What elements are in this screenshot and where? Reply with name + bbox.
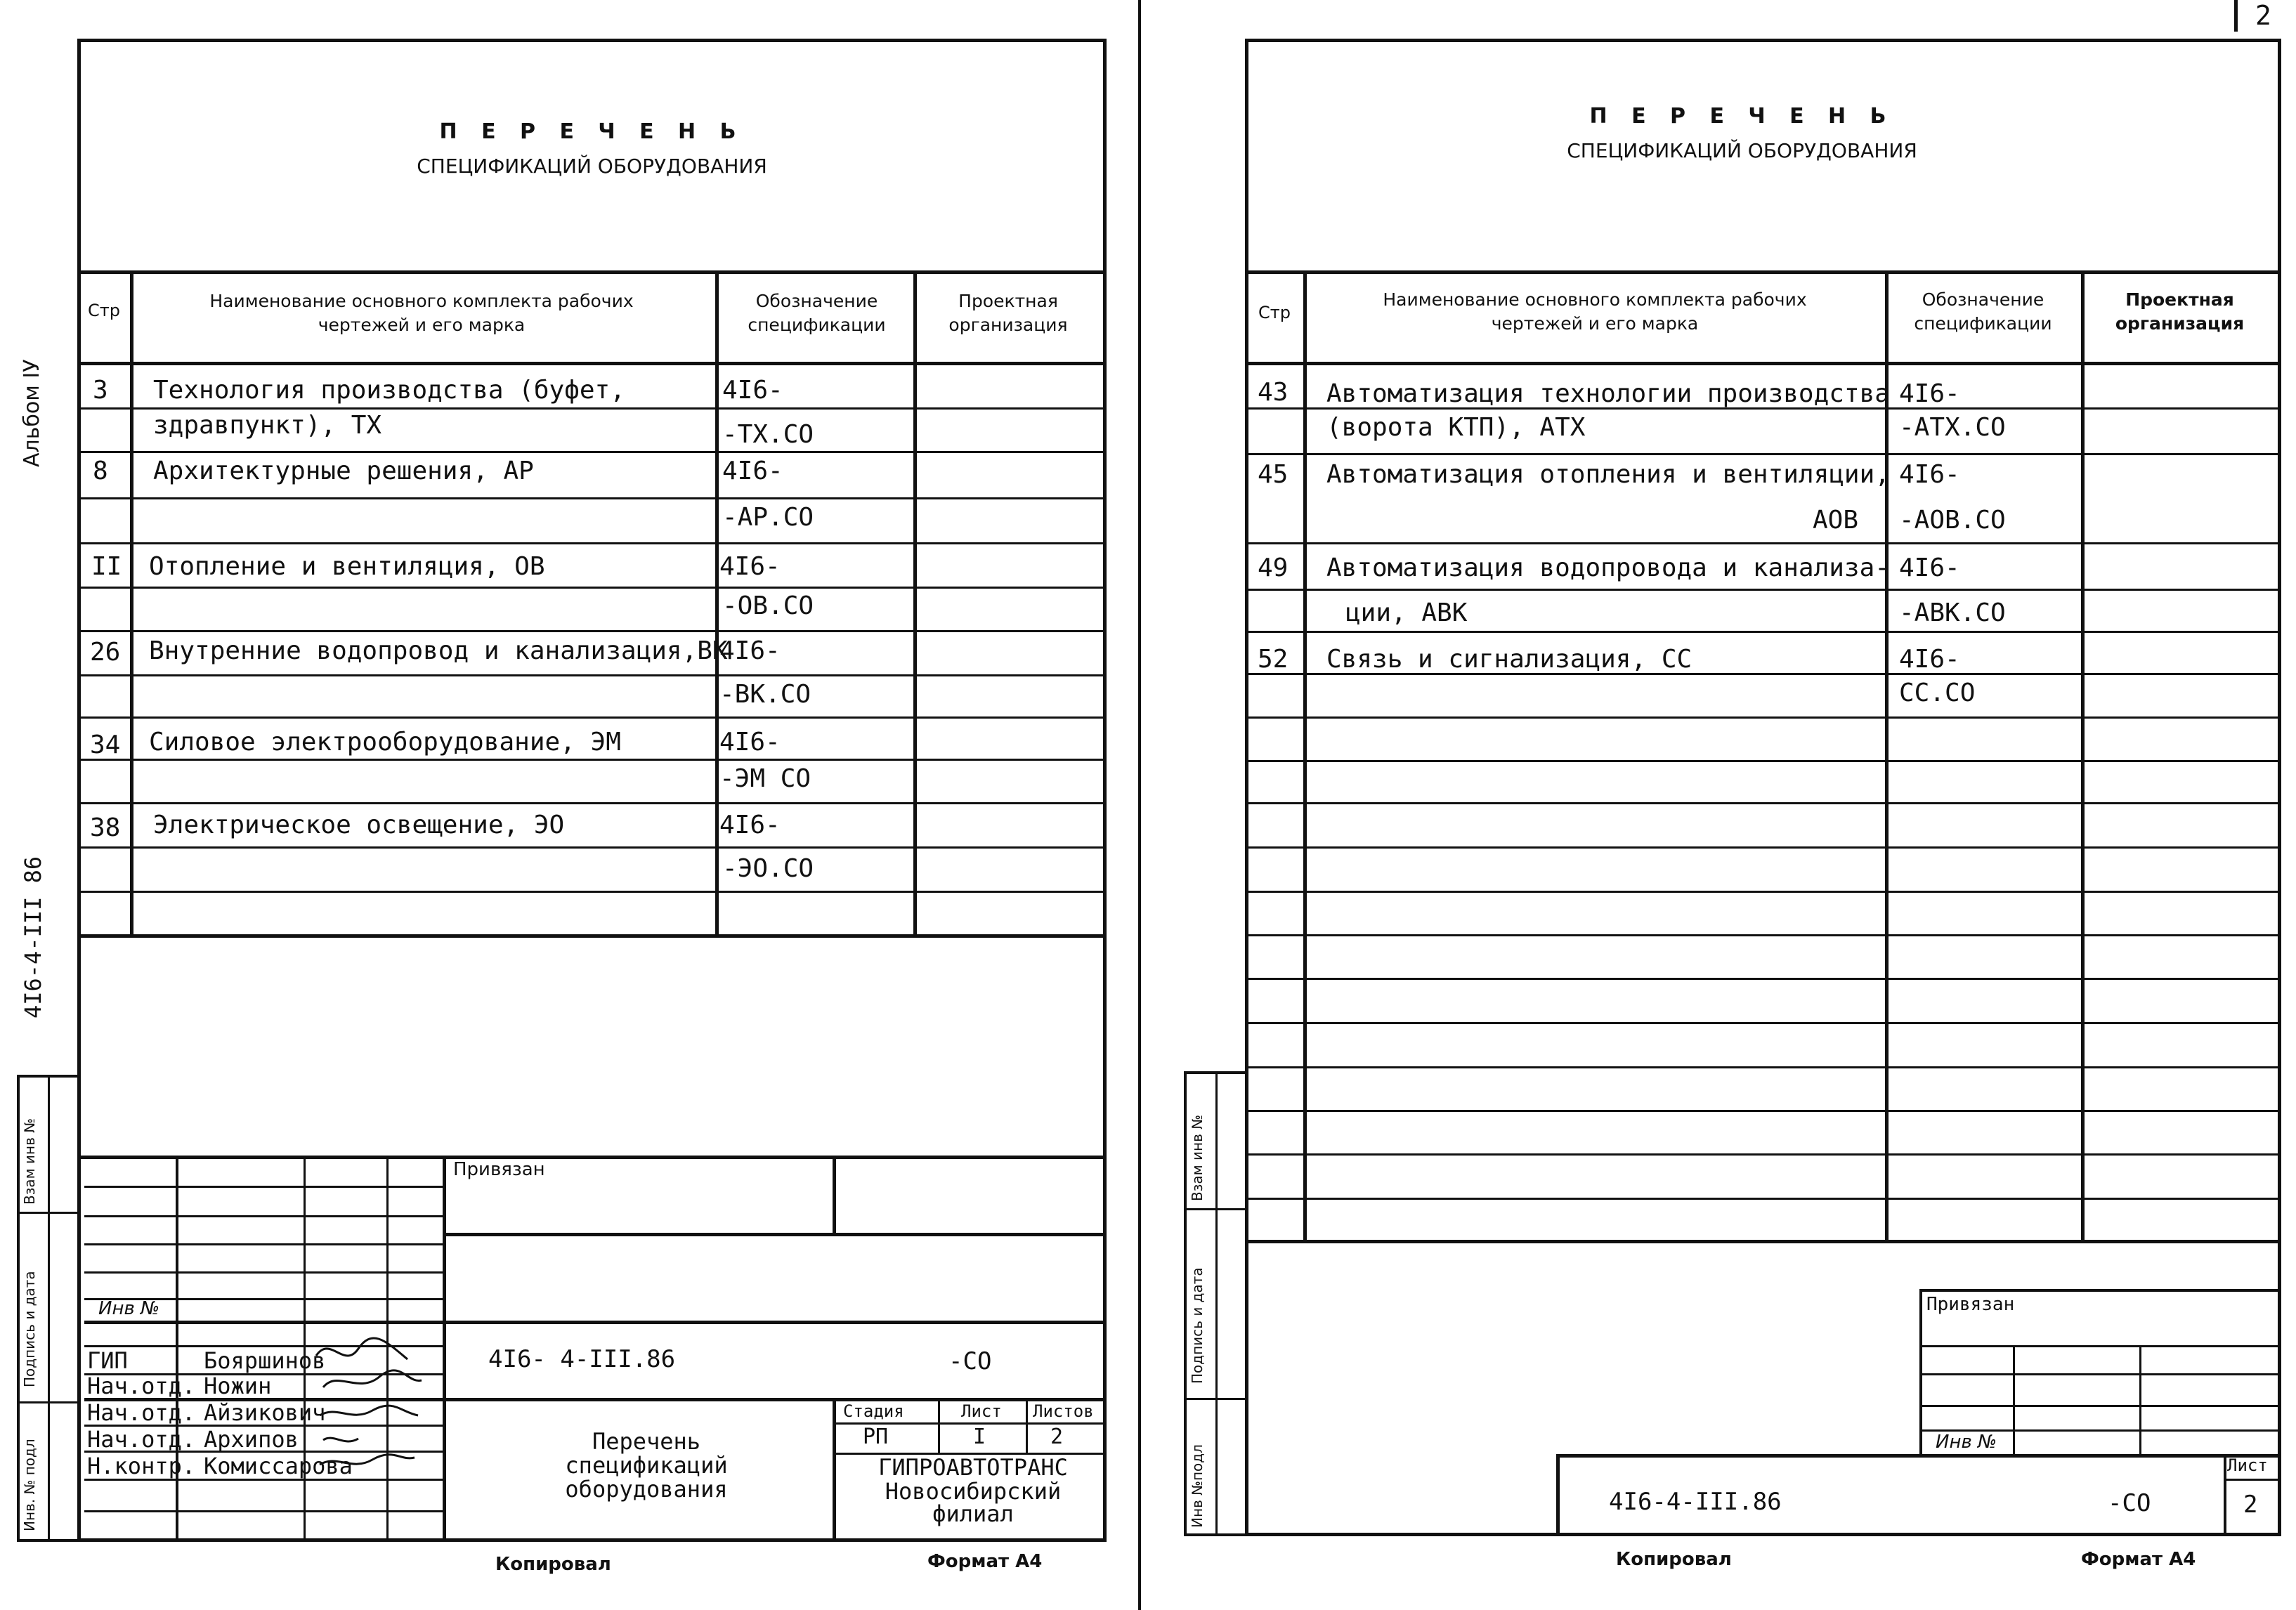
row-code: 4I6- [1899, 379, 1960, 408]
right-sheet: 2 [2243, 1491, 2258, 1519]
row-code: 4I6- [719, 728, 781, 757]
left-doc-suffix: -СО [948, 1347, 992, 1375]
left-org-name: ГИПРОАВТОТРАНС [878, 1454, 1068, 1481]
stamp-person: Комиссарова [204, 1453, 353, 1479]
left-org-filial: филиал [932, 1500, 1014, 1527]
left-side-box-inv: Инв. № подл [21, 1439, 38, 1531]
right-inv: Инв № [1936, 1432, 1997, 1453]
right-sheet-label: Лист [2227, 1455, 2268, 1475]
row-page: 8 [93, 457, 108, 485]
left-side-box-podpis: Подпись и дата [21, 1271, 38, 1387]
stamp-person: Айзикович [204, 1399, 326, 1426]
row-name: Силовое электрооборудование, ЭМ [149, 728, 621, 757]
left-stage: РП [863, 1425, 889, 1449]
stamp-role: Нач.отд. [87, 1399, 196, 1426]
row-page: 52 [1258, 645, 1289, 674]
row-name-cont: (ворота КТП), АТХ [1326, 413, 1586, 442]
left-sheets-label: Листов [1033, 1401, 1094, 1421]
left-subtitle: СПЕЦИФИКАЦИЙ ОБОРУДОВАНИЯ [417, 155, 767, 178]
left-sheet: I [973, 1425, 986, 1449]
right-title: П Е Р Е Ч Е Н Ь [1589, 104, 1895, 129]
row-page: 38 [90, 813, 121, 842]
row-page: 26 [90, 638, 121, 667]
row-code-cont: -АОВ.СО [1899, 506, 2006, 535]
stamp-person: Ножин [204, 1373, 272, 1399]
row-name: Электрическое освещение, ЭО [153, 811, 565, 839]
left-sheets: 2 [1050, 1425, 1064, 1449]
left-side-album: Альбом IУ [20, 359, 44, 467]
row-code: 4I6- [719, 636, 781, 665]
right-side-box-vzam: Взам инв № [1189, 1114, 1206, 1201]
left-header-page: Стр [88, 301, 120, 320]
row-code-cont: -ТХ.СО [722, 420, 814, 449]
row-code: 4I6- [722, 457, 783, 485]
row-code-cont: -ЭМ СО [719, 764, 811, 793]
row-page: 45 [1258, 460, 1289, 489]
row-code-cont: СС.СО [1899, 679, 1976, 707]
stamp-person: Архипов [204, 1426, 299, 1453]
row-page: II [91, 552, 122, 581]
left-frame [77, 39, 1107, 1542]
left-footer-format: Формат А4 [927, 1551, 1043, 1572]
row-code-cont: -АТХ.СО [1899, 413, 2006, 442]
right-doc-suffix: -СО [2108, 1489, 2151, 1517]
left-org-branch: Новосибирский [885, 1478, 1062, 1505]
row-code-cont: -АР.СО [722, 503, 814, 532]
left-side-box-vzam: Взам инв № [21, 1118, 38, 1205]
signature-image [309, 1328, 429, 1475]
left-inv: Инв № [98, 1298, 160, 1319]
stamp-role: Нач.отд. [87, 1426, 196, 1453]
right-footer-format: Формат А4 [2081, 1549, 2196, 1570]
row-name: Автоматизация технологии производства [1326, 379, 1890, 408]
right-subtitle: СПЕЦИФИКАЦИЙ ОБОРУДОВАНИЯ [1567, 139, 1917, 162]
row-code: 4I6- [1899, 645, 1960, 674]
row-name: Автоматизация отопления и вентиляции, [1326, 460, 1890, 489]
right-doc-code: 4I6-4-III.86 [1609, 1488, 1782, 1516]
row-name: Архитектурные решения, АР [153, 457, 534, 485]
row-page: 34 [90, 731, 121, 759]
left-header-designation: Обозначение спецификации [748, 291, 886, 335]
row-code: 4I6- [1899, 460, 1960, 489]
row-page: 3 [93, 376, 108, 405]
left-header-name: Наименование основного комплекта рабочих чертежей и его марка [209, 291, 634, 335]
row-code: 4I6- [722, 376, 783, 405]
left-sheet-label: Лист [961, 1401, 1002, 1421]
row-name: Отопление и вентиляция, ОВ [149, 552, 545, 581]
right-privyazan: Привязан [1926, 1294, 2015, 1315]
row-code: 4I6- [719, 811, 781, 839]
row-code-cont: -АВК.СО [1899, 598, 2006, 627]
right-header-name: Наименование основного комплекта рабочих чертежей и его марка [1383, 289, 1807, 334]
left-doc-code: 4I6- 4-III.86 [488, 1345, 676, 1373]
left-doc-title: Перечень спецификаций оборудования [565, 1428, 728, 1503]
page-divider [1138, 0, 1141, 1610]
stamp-person: Бояршинов [204, 1347, 326, 1374]
left-side-code: 4I6-4-III 86 [20, 856, 46, 1019]
stamp-role: ГИП [87, 1347, 128, 1374]
stamp-role: Нач.отд. [87, 1373, 196, 1399]
row-page: 49 [1258, 554, 1289, 582]
row-name: Автоматизация водопровода и канализа- [1326, 554, 1890, 582]
row-code-cont: -ЭО.СО [722, 854, 814, 883]
row-name: Технология производства (буфет, [153, 376, 625, 405]
row-code-cont: -ВК.СО [719, 680, 811, 709]
row-name-cont: здравпункт), ТХ [153, 411, 382, 440]
right-corner-number: 2 [2255, 0, 2271, 31]
left-header-org: Проектная организация [948, 291, 1068, 335]
right-side-box-inv: Инв №подл [1189, 1444, 1206, 1528]
row-name-cont: ции, АВК [1345, 598, 1468, 627]
stamp-role: Н.контр. [87, 1453, 196, 1479]
row-code-cont: -ОВ.СО [722, 591, 814, 620]
left-stage-label: Стадия [843, 1401, 904, 1421]
right-side-box-podpis: Подпись и дата [1189, 1267, 1206, 1384]
right-header-designation: Обозначение спецификации [1914, 289, 2052, 334]
row-code: 4I6- [1899, 554, 1960, 582]
row-name: Внутренние водопровод и канализация,ВК [149, 636, 728, 665]
right-footer-copied: Копировал [1616, 1549, 1732, 1570]
left-privyazan: Привязан [453, 1159, 545, 1180]
left-footer-copied: Копировал [495, 1554, 611, 1575]
row-code: 4I6- [719, 552, 781, 581]
right-header-org: Проектная организация [2115, 289, 2245, 334]
row-name: Связь и сигнализация, СС [1326, 645, 1692, 674]
left-title: П Е Р Е Ч Е Н Ь [439, 119, 745, 144]
row-page: 43 [1258, 378, 1289, 407]
right-header-page: Стр [1258, 303, 1291, 322]
row-name-cont: АОВ [1813, 506, 1859, 535]
